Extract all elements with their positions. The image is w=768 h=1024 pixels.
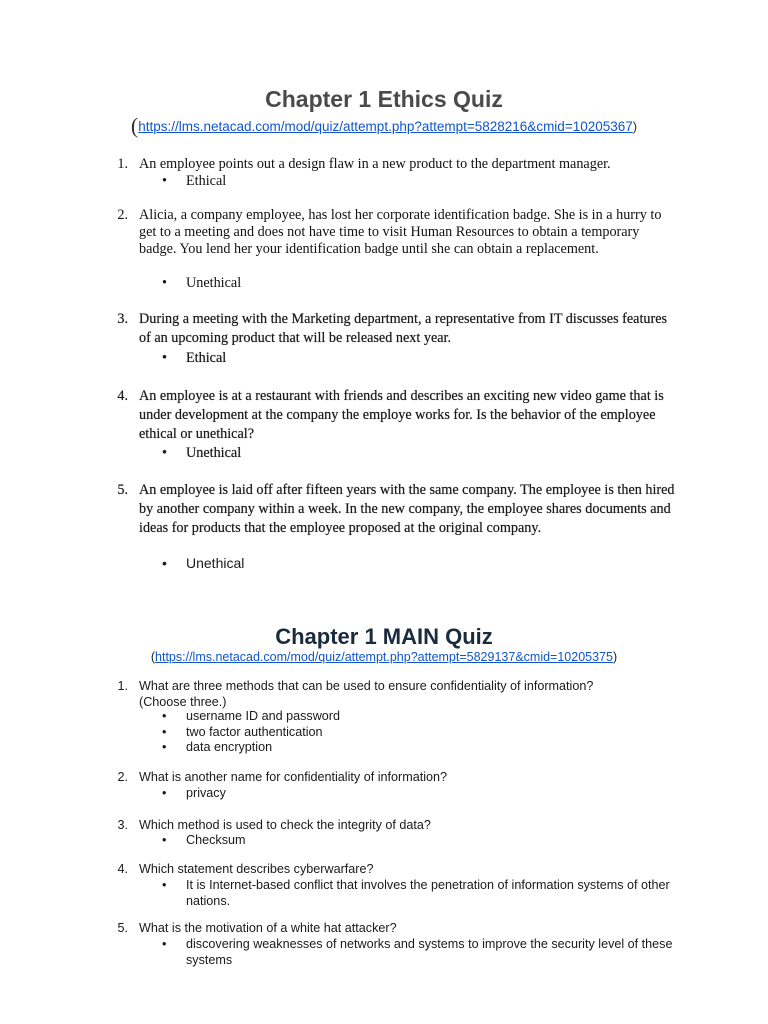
question-text: During a meeting with the Marketing department, a representative from IT discusses features of an upcoming product that will be released next year. bbox=[139, 311, 668, 346]
question-number: 4. bbox=[117, 388, 128, 404]
answer-item: • It is Internet-based conflict that involves the penetration of information systems of other nations. bbox=[162, 878, 674, 909]
main-quiz-title: Chapter 1 MAIN Quiz bbox=[275, 624, 493, 649]
ethics-quiz-title: Chapter 1 Ethics Quiz bbox=[265, 86, 503, 112]
answer-item: • Checksum bbox=[162, 833, 682, 849]
answer-list bbox=[162, 444, 682, 463]
answer-item: • privacy bbox=[162, 786, 682, 802]
main-quiz-url-line bbox=[0, 650, 768, 664]
answer-item: • two factor authentication bbox=[162, 725, 682, 741]
question-text: Which method is used to check the integrity of data? bbox=[139, 818, 431, 832]
answer-list bbox=[162, 786, 682, 802]
question-number: 4. bbox=[117, 862, 128, 876]
answer-item: • Unethical bbox=[162, 556, 682, 572]
question-number: 1. bbox=[117, 156, 128, 172]
answer-item: • Ethical bbox=[162, 349, 682, 368]
question-number: 1. bbox=[117, 679, 128, 693]
question-number: 3. bbox=[117, 311, 128, 327]
question-text: An employee points out a design flaw in a new product to the department manager. bbox=[139, 156, 611, 172]
answer-list bbox=[162, 878, 674, 909]
question-text: What is another name for confidentiality of information? bbox=[139, 770, 448, 784]
url-open-paren: ( bbox=[150, 650, 156, 664]
answer-item: • Unethical bbox=[162, 275, 682, 292]
answer-list bbox=[162, 349, 682, 368]
question-text: An employee is at a restaurant with friends and describes an exciting new video game that is under development at the company the employe works for. Is the behavior of the employee ethical or unethical? bbox=[139, 388, 664, 442]
answer-list bbox=[162, 709, 682, 756]
main-quiz-link[interactable]: https://lms.netacad.com/mod/quiz/attempt.php?attempt=5829137&cmid=10205375 bbox=[155, 650, 613, 664]
question-number: 3. bbox=[117, 818, 128, 832]
answer-list bbox=[162, 173, 682, 190]
question-number: 2. bbox=[117, 770, 128, 784]
url-close-paren: ) bbox=[612, 650, 618, 664]
answer-list bbox=[162, 937, 674, 968]
question-text: An employee is laid off after fifteen years with the same company. The employee is then hired by another company within a week. In the new company, the employee shares documents and ideas for products that the employee proposed at the original company. bbox=[139, 482, 675, 536]
answer-list bbox=[162, 275, 682, 292]
answer-item: • Ethical bbox=[162, 173, 682, 190]
question-number: 2. bbox=[117, 207, 128, 223]
answer-list bbox=[162, 556, 682, 572]
answer-list bbox=[162, 833, 682, 849]
question-text: Which statement describes cyberwarfare? bbox=[139, 862, 374, 876]
answer-item: • discovering weaknesses of networks and systems to improve the security level of these systems bbox=[162, 937, 674, 968]
question-text: What are three methods that can be used to ensure confidentiality of information? (Choose three.) bbox=[139, 679, 594, 709]
ethics-quiz-url-line bbox=[0, 113, 768, 139]
question-text: What is the motivation of a white hat attacker? bbox=[139, 921, 397, 935]
answer-item: • data encryption bbox=[162, 740, 682, 756]
url-close-paren: ) bbox=[632, 119, 638, 134]
answer-item: • Unethical bbox=[162, 444, 682, 463]
url-open-paren: ( bbox=[130, 113, 139, 138]
question-number: 5. bbox=[117, 482, 128, 498]
answer-item: • username ID and password bbox=[162, 709, 682, 725]
question-number: 5. bbox=[117, 921, 128, 935]
ethics-quiz-link[interactable]: https://lms.netacad.com/mod/quiz/attempt.php?attempt=5828216&cmid=10205367 bbox=[138, 119, 633, 134]
question-text: Alicia, a company employee, has lost her corporate identification badge. She is in a hurry to get to a meeting and does not have time to visit Human Resources to obtain a temporary badge. You lend her your identification badge until she can obtain a replacement. bbox=[139, 207, 662, 257]
